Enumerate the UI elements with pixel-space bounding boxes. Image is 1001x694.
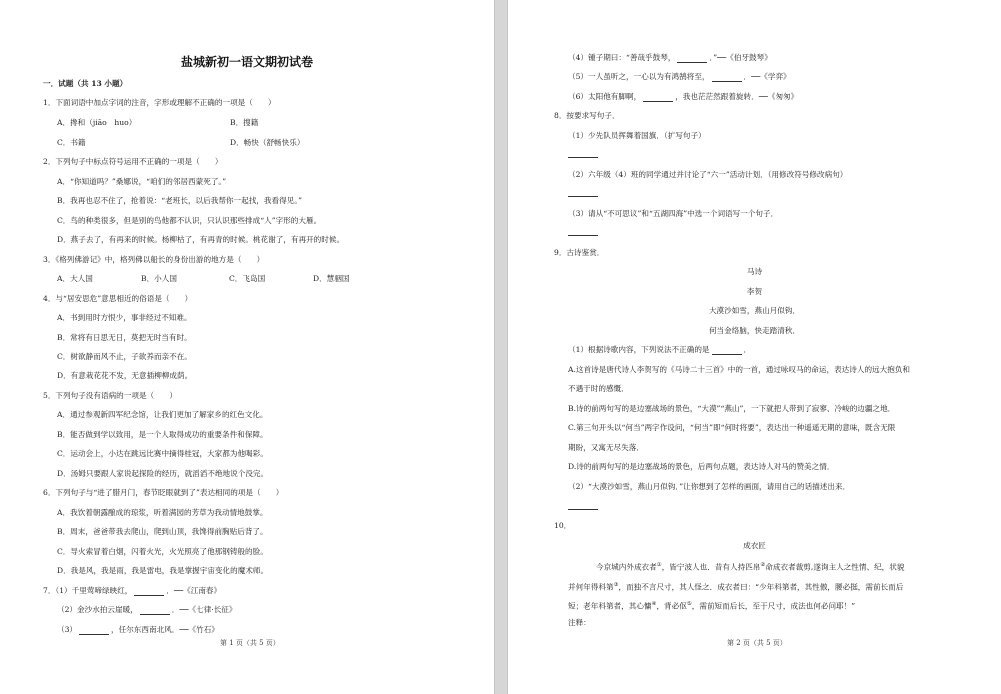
q7-4-suffix: ．”──《伯牙鼓琴》 — [709, 53, 772, 62]
poem-line-1: 大漠沙如雪，燕山月似钩． — [708, 306, 801, 315]
q2-option-a: A．“你知道吗？”桑娜说，“咱们的邻居西蒙死了。” — [57, 177, 227, 186]
q6-option-c: C．导火索冒着白烟，闪着火光，火光照亮了他那钢铸般的脸。 — [57, 547, 268, 556]
story-text: 短；老年科第者，其心慵 — [568, 601, 652, 611]
q2-option-c: C．鸟的种类很多，但是别的鸟他都不认识，只认识那些排成“人”字形的大雁。 — [57, 216, 322, 225]
question-2: 2．下列句子中标点符号运用不正确的一项是（ ） — [43, 157, 223, 166]
page-2 — [508, 0, 1001, 694]
q9-option-a: A.这首诗是唐代诗人李贺写的《马诗二十三首》中的一首，通过咏叹马的命运，表达诗人的远大抱负和 — [568, 365, 911, 374]
question-7-5 — [568, 72, 791, 82]
answer-blank[interactable] — [712, 74, 742, 82]
q2-option-d: D．燕子去了，有再来的时候。杨柳枯了，有再青的时候。桃花谢了，有再开的时候。 — [57, 235, 345, 244]
story-line-3 — [568, 599, 855, 612]
q4-option-d: D．有意栽花花不发，无意插柳柳成荫。 — [57, 371, 193, 380]
story-text: 今京城内外成衣者 — [596, 562, 657, 572]
question-8-3: （3）请从“不可思议”和“五湖四海”中选一个词语写一个句子． — [568, 209, 779, 218]
q2-option-b: B．我再也忍不住了，抢着说：“老班长，以后我帮你一起找，我看得见。” — [57, 196, 302, 205]
answer-blank[interactable] — [712, 347, 742, 355]
question-7-4 — [568, 53, 772, 63]
poem-author: 李贺 — [746, 287, 763, 296]
q9-option-b: B.诗的前两句写的是边塞战场的景色，“大漠”“燕山”，一下就把人带到了寂寥、冷峻的边疆之地． — [568, 404, 896, 413]
q4-option-a: A．书到用时方恨少，事非经过不知难。 — [57, 313, 192, 322]
q9-option-c-cont: 期盼，又寓无尽失落． — [568, 443, 644, 452]
q3-option-a: A．大人国 — [57, 274, 93, 283]
answer-line[interactable] — [568, 196, 598, 197]
q7-3-prefix: （3） — [57, 625, 78, 634]
question-9-1 — [568, 345, 751, 355]
answer-blank[interactable] — [643, 94, 673, 102]
story-text: ，而独不言尺寸，其人怪之．成衣者曰：“少年科第者，其性傲，腰必挺，需前长而后 — [618, 582, 904, 592]
question-8-1: （1）少先队员挥舞着国旗．（扩写句子） — [568, 131, 706, 140]
story-line-2 — [568, 580, 903, 593]
question-5: 5．下列句子没有语病的一项是（ ） — [43, 391, 177, 400]
poem-title: 马诗 — [746, 267, 763, 276]
note-marker: ① — [656, 562, 662, 568]
question-8-2: （2）六年级（4）班的同学通过并讨论了“六一”活动计划．（用修改符号修改病句） — [568, 170, 848, 179]
q9-option-c: C.第三句开头以“何当”两字作设问，“何当”即“何时将要”，表达出一种遥遥无期的意味，既含无限 — [568, 423, 896, 432]
q7-6-suffix: ，我也茫茫然跟着旋转．──《匆匆》 — [675, 92, 799, 101]
question-7-1 — [43, 586, 221, 596]
q9-option-d: D.诗的前两句写的是边塞战场的景色，后两句点题，表达诗人对马的赞美之情． — [568, 462, 835, 471]
note-marker: ④ — [651, 601, 657, 607]
q9-1-prefix: （1）根据诗歌内容，下列说法不正确的是 — [568, 345, 710, 354]
question-7-6 — [568, 92, 798, 102]
note-marker: ⑤ — [686, 601, 692, 607]
q5-option-d: D．汤姆只要跟人家说起探险的经历，就滔滔不绝地说个没完。 — [57, 469, 269, 478]
q7-2-prefix: （2）金沙水拍云崖暖， — [57, 605, 138, 614]
question-6: 6．下列句子与“进了腊月门，春节眨眼就到了”表达相同的项是（ ） — [43, 488, 284, 497]
q7-5-prefix: （5）一人虽听之，一心以为有鸿鹄将至， — [568, 72, 710, 81]
story-text: ，背必伛 — [656, 601, 687, 611]
note-marker: ③ — [613, 582, 619, 588]
question-3: 3．《格列佛游记》中，格列佛以船长的身份出游的地方是（ ） — [43, 255, 265, 264]
q7-1-prefix: 7．（1）千里莺啼绿映红， — [43, 586, 133, 595]
q7-6-prefix: （6）太阳他有脚啊， — [568, 92, 642, 101]
page-footer: 第 1 页（共 5 页） — [220, 639, 280, 647]
story-text: 命成衣者裁剪,遂询主人之性情、纪，状貌 — [765, 562, 905, 572]
q3-option-c: C．飞岛国 — [229, 274, 266, 283]
page-1 — [0, 0, 494, 694]
note-marker: ② — [760, 562, 766, 568]
story-line-1 — [596, 560, 904, 573]
question-4: 4．与“居安思危”意思相近的俗语是（ ） — [43, 294, 193, 303]
q3-option-b: B．小人国 — [141, 274, 177, 283]
q4-option-b: B．常将有日思无日，莫把无时当有时。 — [57, 333, 192, 342]
story-title: 成衣匠 — [743, 541, 766, 550]
q7-5-suffix: ．──《学弈》 — [743, 72, 791, 81]
q4-option-c: C．树欲静而风不止，子欲养而亲不在。 — [57, 352, 192, 361]
q7-2-suffix: ．──《七律·长征》 — [171, 605, 237, 614]
question-9: 9．古诗鉴赏． — [554, 248, 605, 257]
q1-option-a: A．搀和（jiāo huo） — [57, 118, 137, 127]
answer-blank[interactable] — [677, 55, 707, 63]
q6-option-b: B．周末，爸爸带我去爬山，爬到山顶，我馋得前胸贴后背了。 — [57, 527, 268, 536]
q3-option-d: D．慧骃国 — [313, 274, 350, 283]
answer-blank[interactable] — [79, 627, 109, 635]
q1-option-c: C．书籍 — [57, 138, 86, 147]
answer-blank[interactable] — [140, 607, 170, 615]
question-8: 8．按要求写句子． — [554, 111, 620, 120]
question-10: 10． — [554, 521, 572, 530]
q6-option-d: D．我是风，我是雨，我是雷电，我是掌握宇宙变化的魔术师。 — [57, 566, 269, 575]
page-footer: 第 2 页（共 5 页） — [727, 639, 787, 647]
q9-1-suffix: ． — [743, 345, 752, 354]
q7-1-suffix: ．──《江南春》 — [166, 586, 222, 595]
answer-line[interactable] — [568, 509, 598, 510]
section-heading: 一．试题（共 13 小题） — [43, 79, 128, 88]
story-text: ，需前短而后长，至于尺寸，成法也何必问耶！” — [691, 601, 856, 611]
q6-option-a: A．我饮着朝露酿成的琼浆，听着满园的芳草为我动情地鼓掌。 — [57, 508, 268, 517]
answer-line[interactable] — [568, 235, 598, 236]
q7-3-suffix: ，任尔东西南北风．──《竹石》 — [111, 625, 219, 634]
question-7-3 — [57, 625, 219, 635]
question-1: 1．下面词语中加点字词的注音，字形或理解不正确的一项是（ ） — [43, 98, 276, 107]
q1-option-d: D．畅快（舒畅快乐） — [230, 138, 305, 147]
page-gutter — [494, 0, 508, 694]
q1-option-b: B．搜籍 — [230, 118, 259, 127]
question-9-2: （2）“大漠沙如雪，燕山月似钩．”让你想到了怎样的画面，请用自己的话描述出来． — [568, 482, 851, 491]
notes-label: 注释： — [568, 618, 591, 627]
answer-blank[interactable] — [134, 588, 164, 596]
q5-option-a: A．通过参观新四军纪念馆，让我们更加了解家乡的红色文化。 — [57, 410, 268, 419]
q9-option-a-cont: 不遇于时的感慨． — [568, 384, 629, 393]
answer-line[interactable] — [568, 157, 598, 158]
doc-title: 盐城新初一语文期初试卷 — [180, 55, 313, 69]
poem-line-2: 何当金络脑，快走踏清秋． — [708, 326, 801, 335]
q5-option-b: B．能否做到学以致用，是一个人取得成功的重要条件和保障。 — [57, 430, 268, 439]
story-text: ，皆宁波人也．昔有人持匹帛 — [661, 562, 761, 572]
question-7-2 — [57, 605, 237, 615]
q5-option-c: C．运动会上，小达在跳远比赛中摘得桂冠，大家都为他喝彩。 — [57, 449, 268, 458]
story-text: 并何年得科第 — [568, 582, 614, 592]
q7-4-prefix: （4）锺子期曰：“善哉乎鼓琴， — [568, 53, 676, 62]
